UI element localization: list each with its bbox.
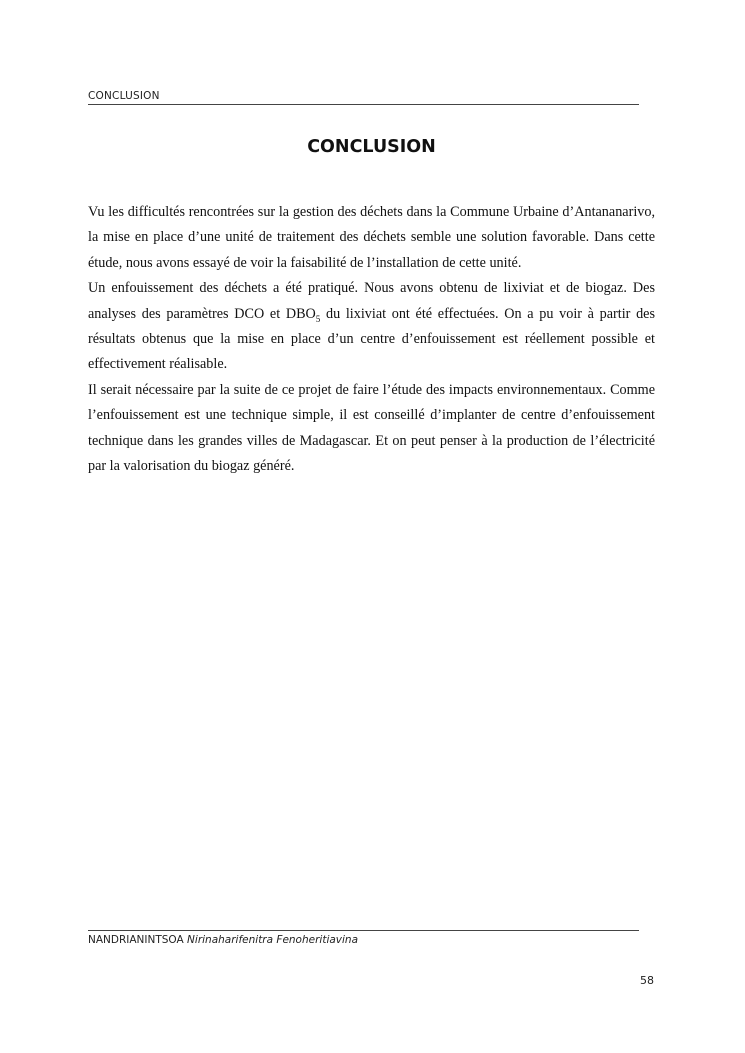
- footer-divider: [88, 930, 639, 931]
- paragraph-2-text-before: Un enfouissement des déchets a été pratiqué. Nous avons obtenu de lixiviat et de biogaz. Des analyses des paramètres DCO et DBO: [88, 280, 655, 322]
- page-number: 58: [640, 974, 654, 987]
- header-divider: [88, 104, 639, 105]
- paragraph-3: Il serait nécessaire par la suite de ce projet de faire l’étude des impacts environnementaux. Comme l’enfouissement est une technique simple, il est conseillé d’implanter de centre d’enfouissement technique dans les grandes villes de Madagascar. Et on peut penser à la production de l’électricité par la valorisation du biogaz généré.: [88, 381, 655, 475]
- paragraph-2: [88, 276, 655, 378]
- dbo-subscript: 5: [315, 313, 321, 324]
- author-given-names: Nirinaharifenitra Fenoheritiavina: [187, 934, 359, 946]
- author-surname: NANDRIANINTSOA: [88, 934, 184, 946]
- paragraph-2-text-after: du lixiviat ont été effectuées. On a pu voir à partir des résultats obtenus que la mise en place d’un centre d’enfouissement est réellement possible et effectivement réalisable.: [88, 305, 655, 373]
- running-header: CONCLUSION: [88, 90, 160, 102]
- paragraph-1: Vu les difficultés rencontrées sur la gestion des déchets dans la Commune Urbaine d’Antananarivo, la mise en place d’une unité de traitement des déchets semble une solution favorable. Dans cette étude, nous avons essayé de voir la faisabilité de l’installation de cette unité.: [88, 204, 655, 271]
- footer-author: [88, 934, 358, 946]
- page-title: CONCLUSION: [307, 137, 436, 157]
- body-text: [88, 200, 655, 479]
